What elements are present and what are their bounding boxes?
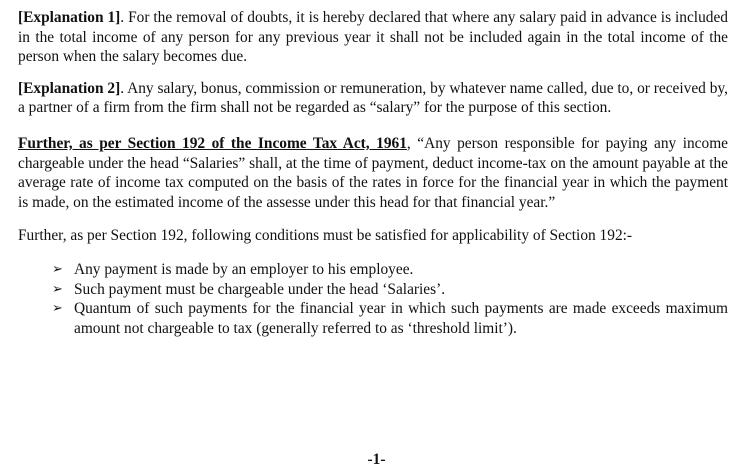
explanation-1-label: [Explanation 1] (18, 9, 121, 26)
condition-text: Any payment is made by an employer to his employee. (74, 260, 414, 278)
arrow-bullet-icon: ➢ (52, 261, 63, 277)
explanation-1-text: . For the removal of doubts, it is hereby declared that where any salary paid in advance is included in the total income of any person for any previous year it shall not be included again in the total income of the person when the salary becomes due. (18, 9, 728, 66)
explanation-2-paragraph (18, 79, 728, 118)
condition-text: Such payment must be chargeable under the head ‘Salaries’. (74, 280, 446, 298)
explanation-2-text: . Any salary, bonus, commission or remuneration, by whatever name called, due to, or received by, a partner of a firm from the firm shall not be regarded as “salary” for the purpose of this section. (18, 79, 728, 117)
section-192-paragraph (18, 134, 728, 212)
page-number: -1- (367, 451, 386, 468)
arrow-bullet-icon: ➢ (52, 301, 63, 317)
list-item (52, 280, 728, 300)
explanation-1-paragraph (18, 8, 728, 67)
conditions-intro: Further, as per Section 192, following conditions must be satisfied for applicability of Section 192:- (18, 227, 633, 245)
condition-text: Quantum of such payments for the financial year in which such payments are made exceeds maximum amount not chargeable to tax (generally referred to as ‘threshold limit’). (74, 300, 728, 337)
list-item (52, 299, 728, 338)
arrow-bullet-icon: ➢ (52, 281, 63, 297)
list-item (52, 260, 728, 280)
section-192-text: , “Any person responsible for paying any income chargeable under the head “Salaries” shall, at the time of payment, deduct income-tax on the amount payable at the average rate of income tax computed on the basis of the rates in force for the financial year in which the payment is made, on the estimated income of the assesse under this head for that financial year.” (18, 134, 728, 211)
section-192-heading: Further, as per Section 192 of the Income Tax Act, 1961 (18, 134, 407, 152)
explanation-2-label: [Explanation 2] (18, 79, 121, 97)
document-body (18, 8, 728, 338)
conditions-list (18, 260, 728, 338)
